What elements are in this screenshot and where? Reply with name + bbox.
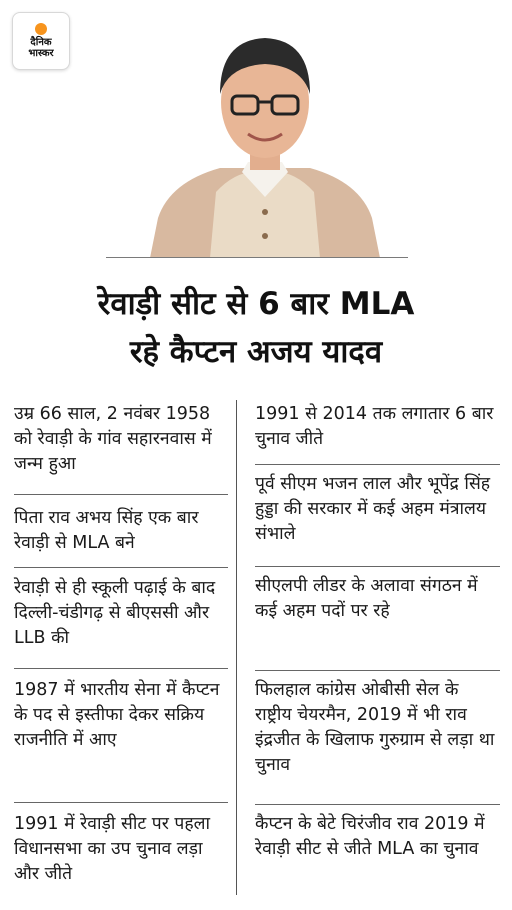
fact-item: पूर्व सीएम भजन लाल और भूपेंद्र सिंह हुड्डा की सरकार में कई अहम मंत्रालय संभाले bbox=[255, 474, 491, 544]
divider bbox=[255, 464, 500, 465]
fact-item: 1991 से 2014 तक लगातार 6 बार चुनाव जीते bbox=[255, 404, 494, 449]
fact-item: उम्र 66 साल, 2 नवंबर 1958 को रेवाड़ी के गांव सहारनवास में जन्म हुआ bbox=[14, 404, 212, 474]
divider bbox=[14, 802, 228, 803]
headline-line1: रेवाड़ी सीट से 6 बार MLA bbox=[97, 286, 415, 322]
divider bbox=[14, 567, 228, 568]
fact-item: 1987 में भारतीय सेना में कैप्टन के पद से इस्तीफा देकर सक्रिय राजनीति में आए bbox=[14, 680, 220, 750]
headline-line2: रहे कैप्टन अजय यादव bbox=[129, 334, 383, 370]
dainik-bhaskar-logo bbox=[12, 12, 70, 70]
logo-text-line2: भास्कर bbox=[28, 48, 54, 59]
photo-baseline bbox=[106, 257, 408, 258]
fact-item: सीएलपी लीडर के अलावा संगठन में कई अहम पदों पर रहे bbox=[255, 576, 478, 621]
logo-text-line1: दैनिक bbox=[30, 37, 52, 48]
portrait-photo bbox=[150, 22, 380, 258]
headline bbox=[0, 280, 512, 376]
fact-item: पिता राव अभय सिंह एक बार रेवाड़ी से MLA बने bbox=[14, 508, 199, 553]
divider bbox=[14, 494, 228, 495]
fact-item: कैप्टन के बेटे चिरंजीव राव 2019 में रेवाड़ी सीट से जीते MLA का चुनाव bbox=[255, 814, 485, 859]
fact-item: रेवाड़ी से ही स्कूली पढ़ाई के बाद दिल्ली-चंडीगढ़ से बीएससी और LLB की bbox=[14, 578, 216, 648]
divider bbox=[255, 566, 500, 567]
sun-icon bbox=[35, 23, 47, 35]
fact-item: 1991 में रेवाड़ी सीट पर पहला विधानसभा का उप चुनाव लड़ा और जीते bbox=[14, 814, 211, 884]
divider bbox=[255, 804, 500, 805]
column-divider bbox=[236, 400, 237, 895]
portrait-illustration bbox=[150, 22, 380, 258]
divider bbox=[14, 668, 228, 669]
divider bbox=[255, 670, 500, 671]
fact-item: फिलहाल कांग्रेस ओबीसी सेल के राष्ट्रीय चेयरमैन, 2019 में भी राव इंद्रजीत के खिलाफ गुरुग्राम से लड़ा था चुनाव bbox=[255, 680, 495, 775]
